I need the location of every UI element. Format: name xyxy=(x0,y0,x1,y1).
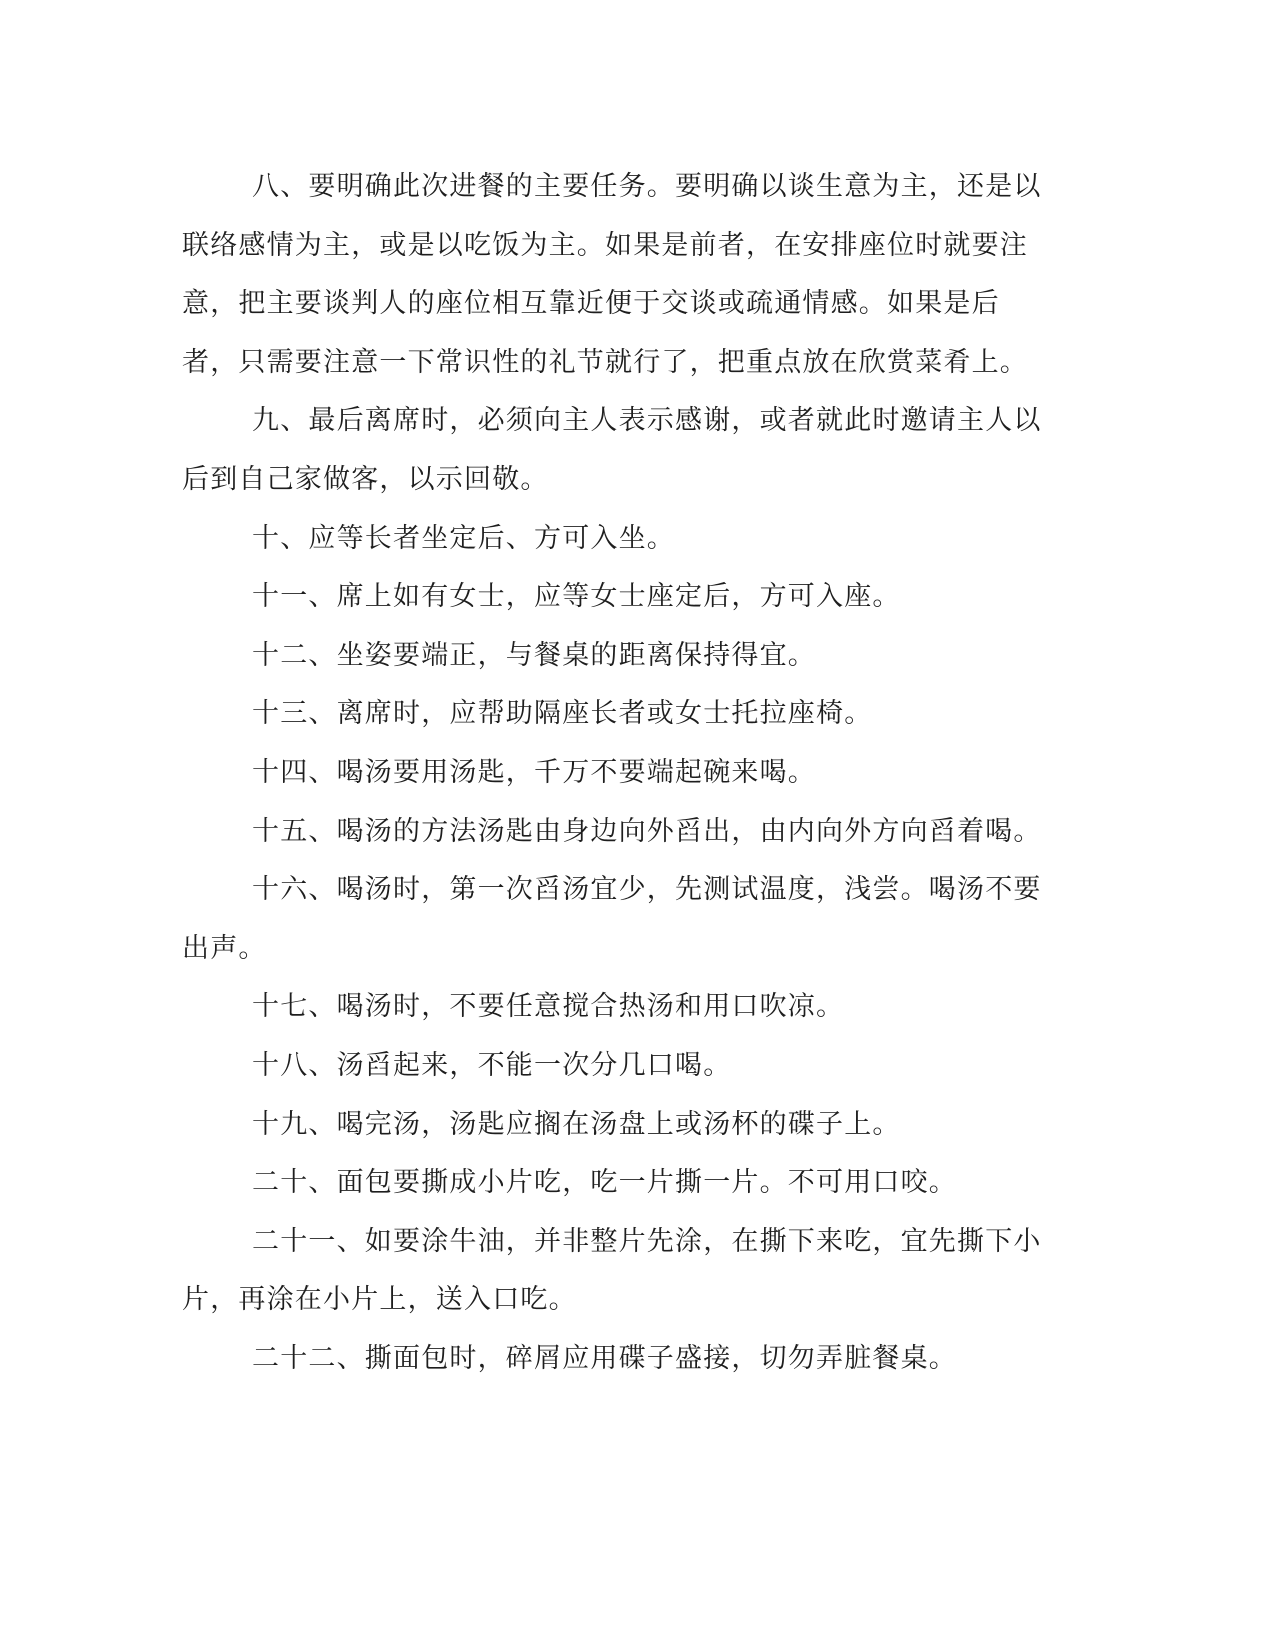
paragraph-10: 十、应等长者坐定后、方可入坐。 xyxy=(252,522,675,554)
paragraph-11: 十一、席上如有女士，应等女士座定后，方可入座。 xyxy=(252,581,901,613)
paragraph-8: 八、要明确此次进餐的主要任务。要明确以谈生意为主，还是以联络感情为主，或是以吃饭为主。如果是前者，在安排座位时就要注意，把主要谈判人的座位相互靠近便于交谈或疏通情感。如果是后者，只需要注意一下常识性的礼节就行了，把重点放在欣赏菜肴上。 xyxy=(182,171,1042,378)
paragraph-9: 九、最后离席时，必须向主人表示感谢，或者就此时邀请主人以后到自己家做客，以示回敬。 xyxy=(182,405,1042,495)
paragraph-15: 十五、喝汤的方法汤匙由身边向外舀出，由内向外方向舀着喝。 xyxy=(252,815,1042,847)
paragraph-20: 二十、面包要撕成小片吃，吃一片撕一片。不可用口咬。 xyxy=(252,1167,957,1199)
paragraph-22: 二十二、撕面包时，碎屑应用碟子盛接，切勿弄脏餐桌。 xyxy=(252,1342,957,1374)
paragraph-18: 十八、汤舀起来，不能一次分几口喝。 xyxy=(252,1049,732,1081)
paragraph-13: 十三、离席时，应帮助隔座长者或女士托拉座椅。 xyxy=(252,698,873,730)
paragraph-17: 十七、喝汤时，不要任意搅合热汤和用口吹凉。 xyxy=(252,991,845,1023)
paragraph-19: 十九、喝完汤，汤匙应搁在汤盘上或汤杯的碟子上。 xyxy=(252,1108,901,1140)
paragraph-14: 十四、喝汤要用汤匙，千万不要端起碗来喝。 xyxy=(252,756,816,788)
document-body xyxy=(182,158,1042,1388)
paragraph-16: 十六、喝汤时，第一次舀汤宜少，先测试温度，浅尝。喝汤不要出声。 xyxy=(182,874,1042,964)
paragraph-12: 十二、坐姿要端正，与餐桌的距离保持得宜。 xyxy=(252,639,816,671)
paragraph-21: 二十一、如要涂牛油，并非整片先涂，在撕下来吃，宜先撕下小片，再涂在小片上，送入口吃。 xyxy=(182,1225,1042,1316)
